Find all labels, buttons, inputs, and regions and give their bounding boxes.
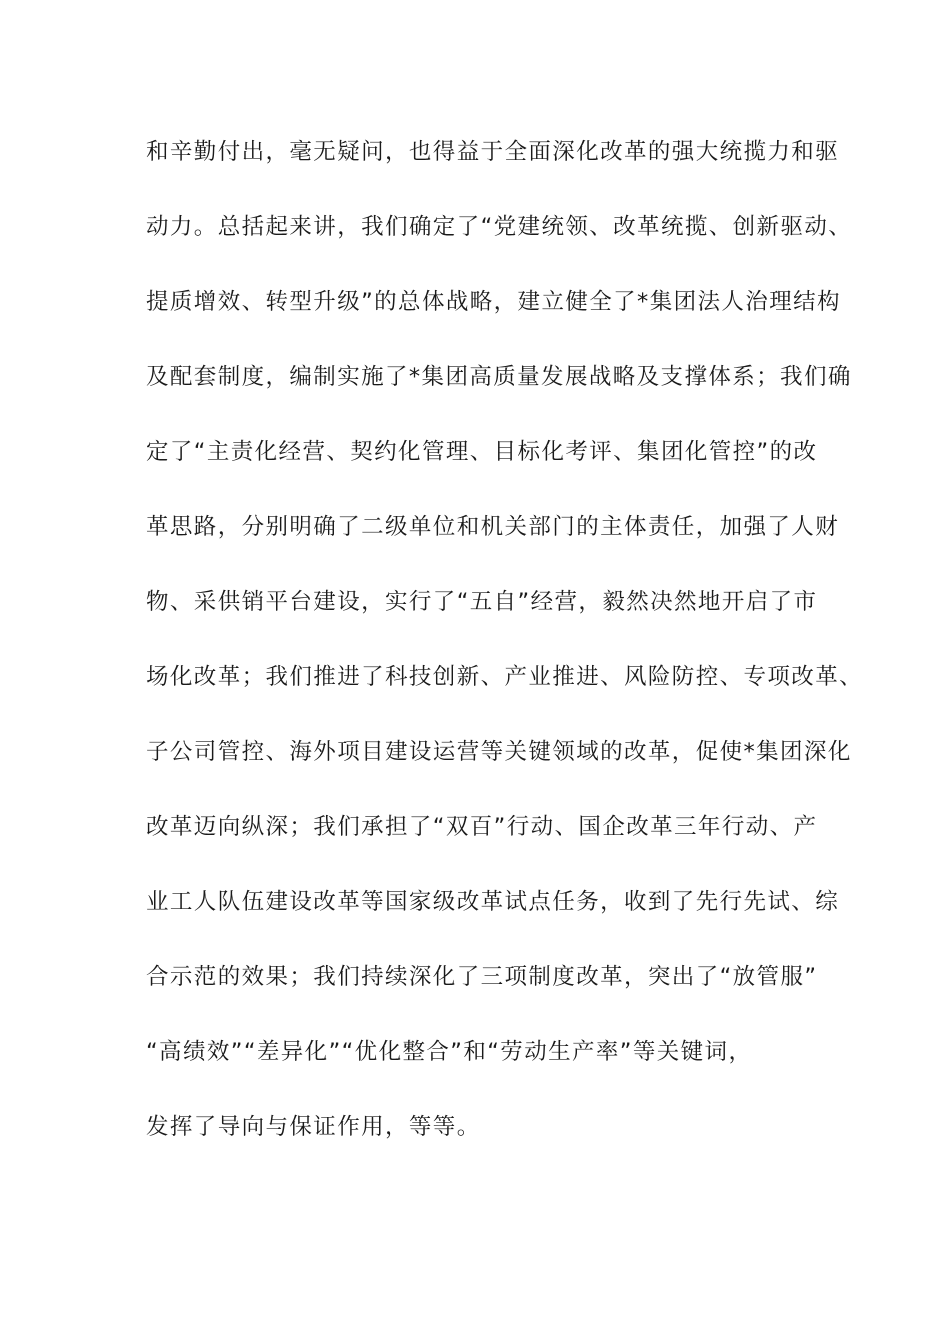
- text-line: 合示范的效果；我们持续深化了三项制度改革，突出了“放管服”: [146, 964, 818, 990]
- text-line: 定了“主责化经营、契约化管理、目标化考评、集团化管控”的改: [146, 439, 818, 465]
- text-line: 提质增效、转型升级”的总体战略，建立健全了*集团法人治理结构: [146, 289, 841, 315]
- text-line: “高绩效”“差异化”“优化整合”和“劳动生产率”等关键词，: [146, 1039, 753, 1065]
- text-line: 发挥了导向与保证作用，等等。: [146, 1114, 481, 1140]
- text-line: 场化改革；我们推进了科技创新、产业推进、风险防控、专项改革、: [146, 664, 864, 690]
- text-line: 革思路，分别明确了二级单位和机关部门的主体责任，加强了人财: [146, 514, 840, 540]
- text-line: 和辛勤付出，毫无疑问，也得益于全面深化改革的强大统揽力和驱: [146, 139, 840, 165]
- body-paragraph: [146, 132, 864, 1182]
- text-line: 业工人队伍建设改革等国家级改革试点任务，收到了先行先试、综: [146, 889, 840, 915]
- text-line: 子公司管控、海外项目建设运营等关键领域的改革，促使*集团深化: [146, 739, 852, 765]
- text-line: 动力。总括起来讲，我们确定了“党建统领、改革统揽、创新驱动、: [146, 214, 853, 240]
- text-line: 改革迈向纵深；我们承担了“双百”行动、国企改革三年行动、产: [146, 814, 818, 840]
- text-line: 物、采供销平台建设，实行了“五自”经营，毅然决然地开启了市: [146, 589, 818, 615]
- text-line: 及配套制度，编制实施了*集团高质量发展战略及支撑体系；我们确: [146, 364, 852, 390]
